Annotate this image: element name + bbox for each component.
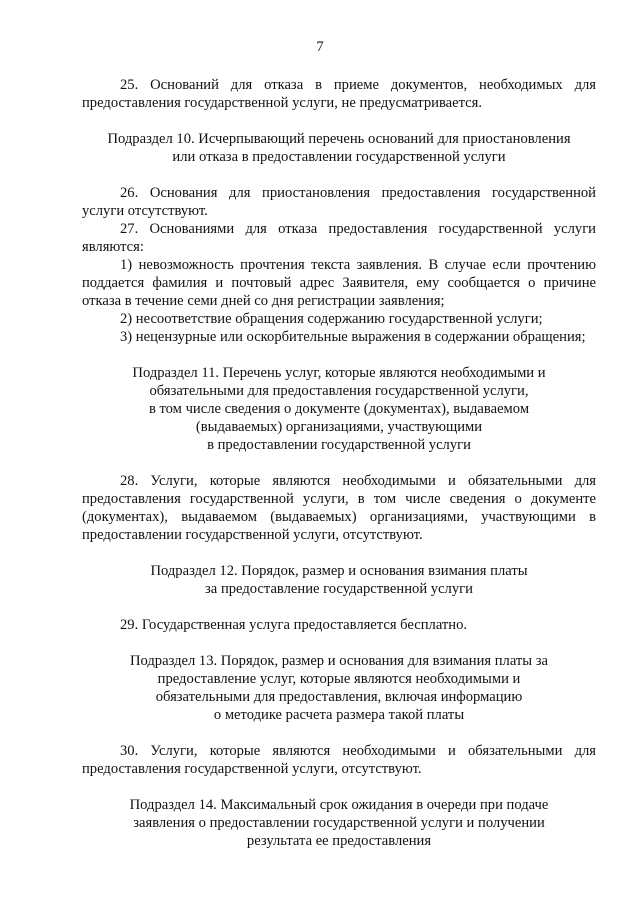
- heading-line: предоставление услуг, которые являются необходимыми и: [157, 671, 521, 687]
- document-body: [82, 76, 596, 850]
- paragraph-28: 28. Услуги, которые являются необходимыми и обязательными для предоставления государственной услуги, в том числе сведения о документе (документах), выдаваемом (выдаваемых) организациями, участвующими в предоставлении государственной услуги, отсутствуют.: [82, 473, 596, 543]
- paragraph-30: 30. Услуги, которые являются необходимыми и обязательными для предоставления государственной услуги, отсутствуют.: [82, 743, 596, 777]
- paragraph-25: 25. Оснований для отказа в приеме документов, необходимых для предоставления государственной услуги, не предусматривается.: [82, 77, 596, 111]
- heading-line: о методике расчета размера такой платы: [213, 707, 465, 723]
- heading-line: Подраздел 13. Порядок, размер и основания для взимания платы за: [129, 653, 549, 669]
- heading-line: обязательными для предоставления, включая информацию: [155, 689, 523, 705]
- heading-subsection-13: [82, 652, 596, 724]
- heading-line: Подраздел 12. Порядок, размер и основания взимания платы: [150, 563, 528, 579]
- heading-subsection-14: [82, 796, 596, 850]
- paragraph-27-intro: 27. Основаниями для отказа предоставления государственной услуги являются:: [82, 221, 596, 255]
- heading-line: в том числе сведения о документе (документах), выдаваемом: [148, 401, 530, 417]
- paragraph-26: 26. Основания для приостановления предоставления государственной услуги отсутствуют.: [82, 185, 596, 219]
- heading-subsection-11: [82, 364, 596, 454]
- paragraph-27-item-2: 2) несоответствие обращения содержанию государственной услуги;: [120, 311, 543, 327]
- paragraph-27-item-3: 3) нецензурные или оскорбительные выражения в содержании обращения;: [120, 329, 586, 345]
- heading-subsection-12: [82, 562, 596, 598]
- paragraph-27-item-1: 1) невозможность прочтения текста заявления. В случае если прочтению поддается фамилия и почтовый адрес Заявителя, ему сообщается о причине отказа в течение семи дней со дня регистрации заявления;: [82, 257, 596, 309]
- heading-line: в предоставлении государственной услуги: [207, 437, 471, 453]
- page-number: 7: [316, 39, 324, 55]
- paragraph-29: 29. Государственная услуга предоставляется бесплатно.: [120, 617, 468, 633]
- heading-line: Подраздел 11. Перечень услуг, которые являются необходимыми и: [132, 365, 546, 381]
- heading-line: или отказа в предоставлении государственной услуги: [172, 149, 506, 165]
- heading-subsection-10: [82, 130, 596, 166]
- heading-line: за предоставление государственной услуги: [205, 581, 473, 597]
- heading-line: обязательными для предоставления государственной услуги,: [149, 383, 529, 399]
- heading-line: (выдаваемых) организациями, участвующими: [195, 419, 483, 435]
- heading-line: Подраздел 14. Максимальный срок ожидания в очереди при подаче: [129, 797, 549, 813]
- heading-line: Подраздел 10. Исчерпывающий перечень оснований для приостановления: [107, 131, 571, 147]
- heading-line: заявления о предоставлении государственной услуги и получении: [133, 815, 545, 831]
- heading-line: результата ее предоставления: [246, 833, 432, 849]
